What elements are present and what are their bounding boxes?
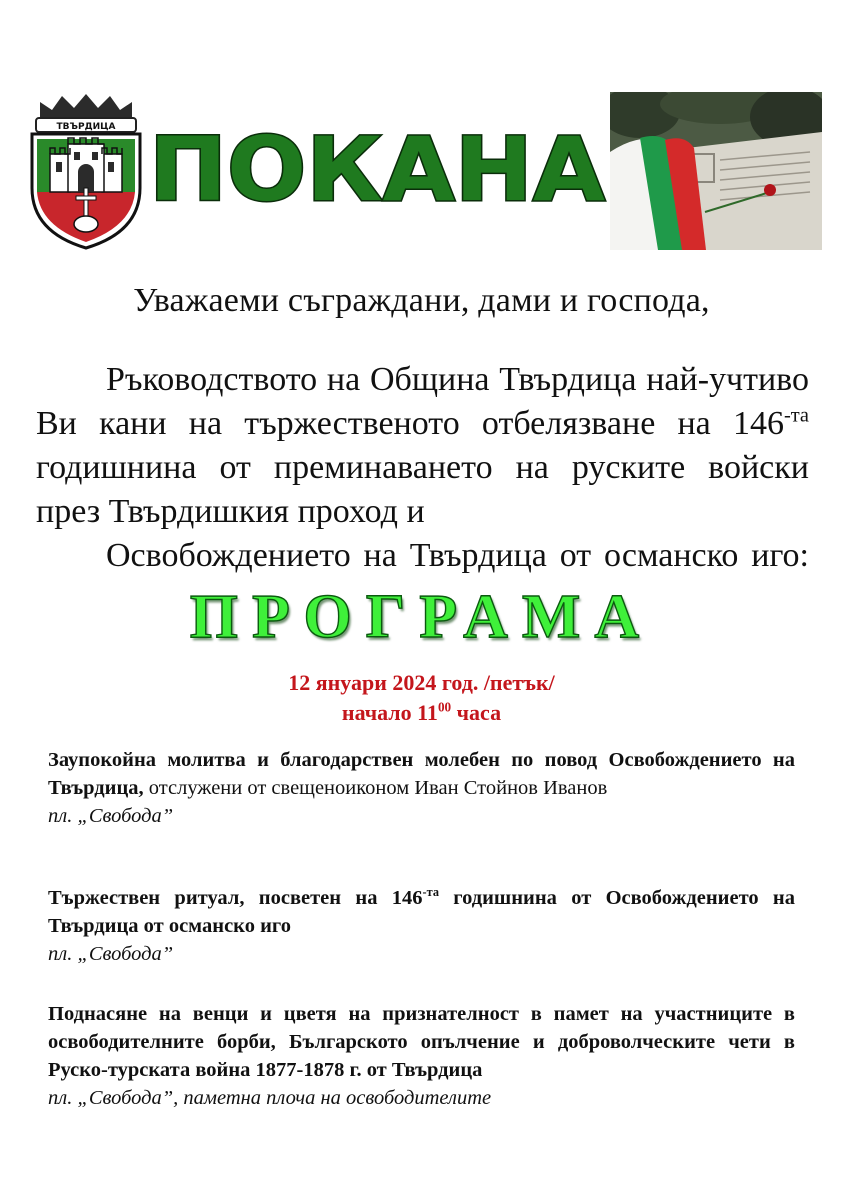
program-date: 12 януари 2024 год. /петък/	[288, 670, 555, 695]
event-2-place: пл. „Свобода”	[48, 943, 174, 965]
event-3-place: пл. „Свобода”, паметна плоча на освободителите	[48, 1087, 492, 1109]
intro-text-last: Освобождението на Твърдица от османско иго:	[106, 537, 809, 574]
event-1-place: пл. „Свобода”	[48, 805, 174, 827]
start-time-prefix: начало 11	[341, 700, 438, 725]
event-3-title: Поднасяне на венци и цветя на признателност в памет на участниците в освободителните борби, Българското опълчение и доброволческите чети в Руско-турската война 1877-1878 г. от Твърдица	[48, 1003, 795, 1081]
program-start-time	[0, 698, 843, 728]
event-2-title-a: Тържествен ритуал, посветен на 146	[48, 887, 423, 909]
event-1-detail: отслужени от свещеноиконом Иван Стойнов Иванов	[143, 777, 608, 799]
program-date-block	[0, 668, 843, 728]
intro-text-part2: годишнина от преминаването на руските войски през Твърдишкия проход и	[36, 449, 809, 530]
program-event-2	[48, 884, 795, 968]
start-time-suffix: часа	[451, 700, 502, 725]
event-2-title-b: годишнина от Освобождението на Твърдица от османско иго	[48, 887, 795, 937]
start-time-minutes: 00	[437, 699, 452, 715]
event-2-ordinal-suffix: -та	[422, 885, 439, 900]
program-event-3	[48, 1000, 795, 1112]
event-1-title: Заупокойна молитва и благодарствен молебен по повод Освобождението на Твърдица,	[48, 749, 795, 799]
invitation-intro	[36, 358, 809, 578]
memorial-plaque-photo	[610, 92, 822, 250]
program-event-1	[48, 746, 795, 830]
greeting-line: Уважаеми съграждани, дами и господа,	[133, 282, 710, 319]
intro-text-part1: Ръководството на Община Твърдица най-учтиво Ви кани на тържественото отбелязване на 146	[36, 361, 809, 442]
svg-text:ТВЪРДИЦА: ТВЪРДИЦА	[56, 122, 116, 132]
intro-ordinal-suffix: -та	[783, 404, 809, 427]
invitation-title: ПОКАНА	[149, 128, 605, 210]
program-title: ПРОГРАМА	[189, 583, 654, 651]
municipal-crest-logo	[22, 92, 150, 250]
program-heading	[0, 582, 843, 653]
invitation-title-banner	[146, 128, 608, 210]
